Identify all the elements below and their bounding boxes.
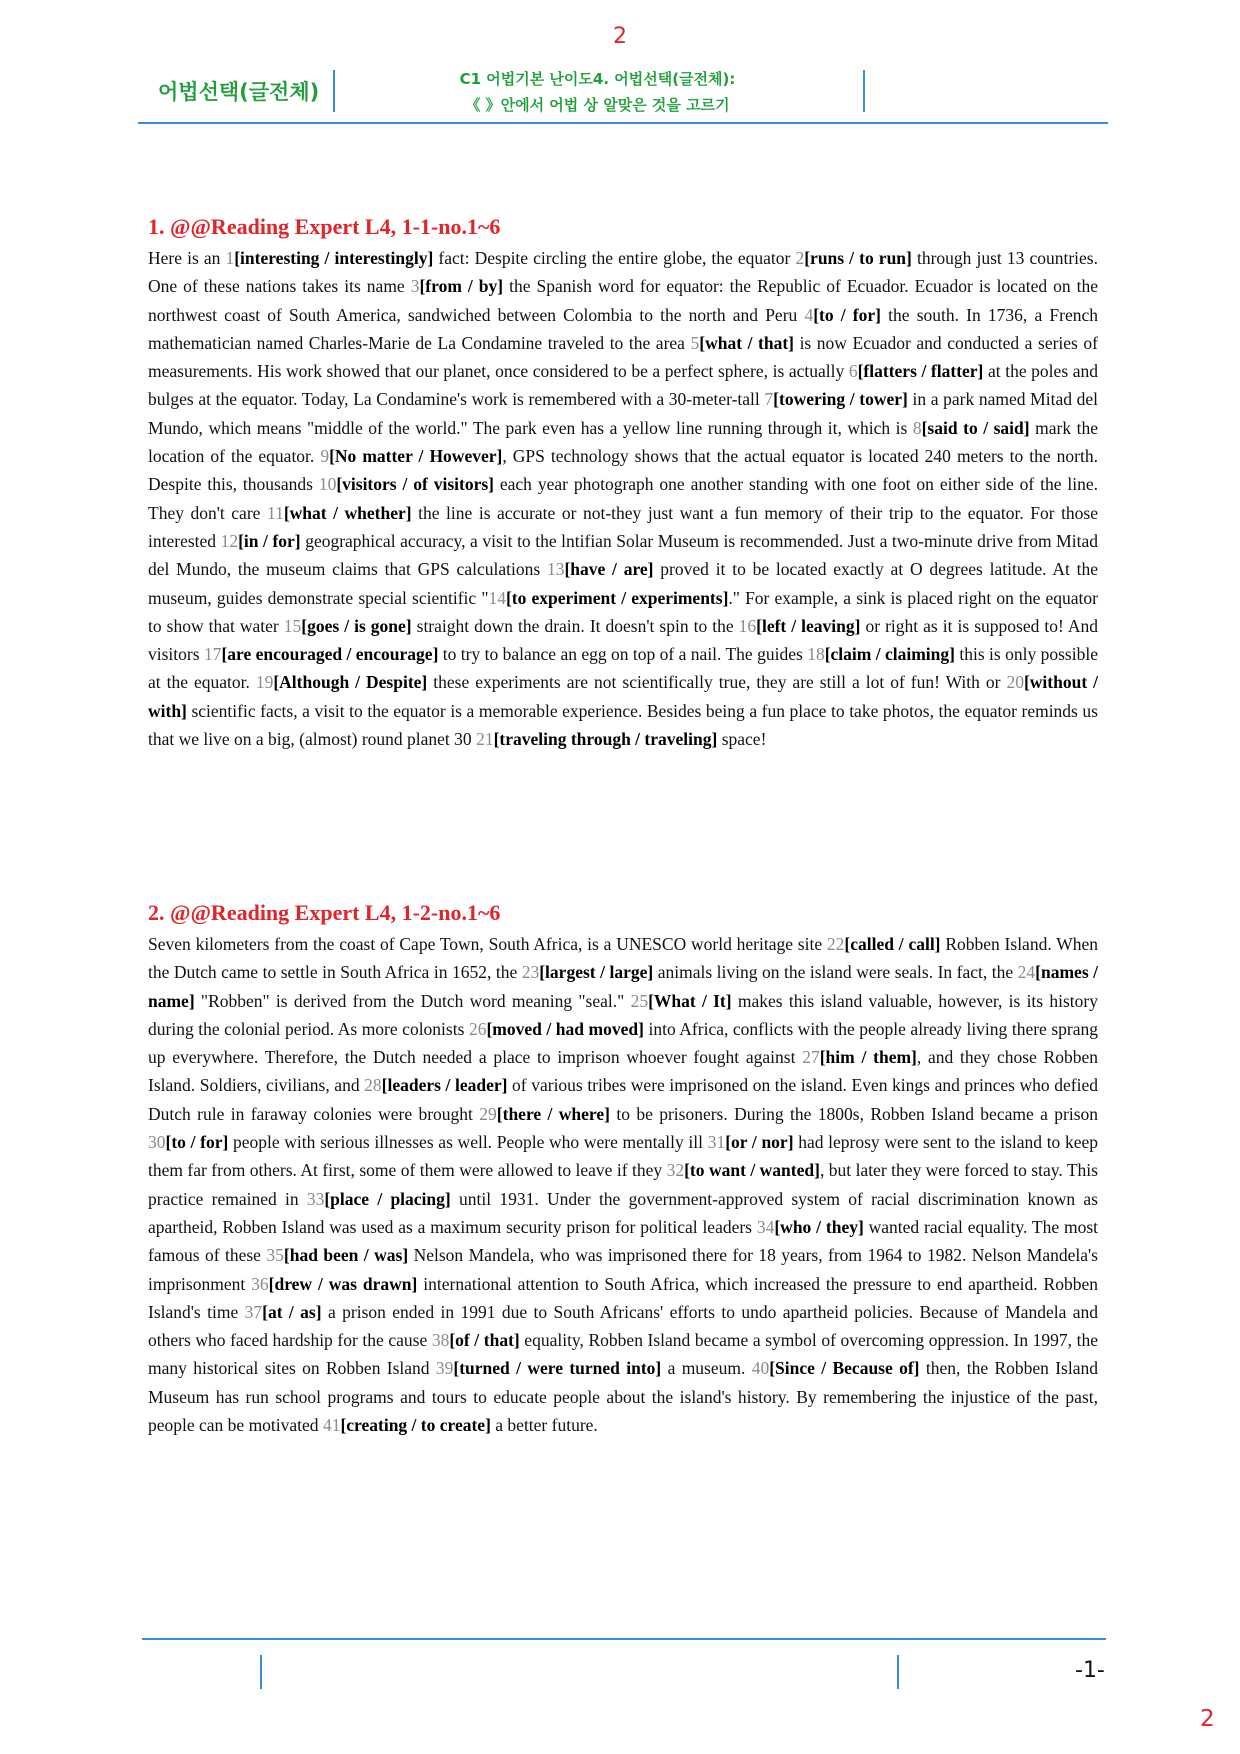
question-number: 17 (203, 644, 222, 665)
question-number: 7 (764, 389, 774, 410)
answer-choice: [interesting / interestingly] (234, 248, 434, 268)
question-number: 10 (318, 474, 337, 495)
passage-section-1 (148, 214, 1098, 753)
answer-choice: [said to / said] (921, 417, 1030, 438)
answer-choice: [what / that] (699, 332, 794, 353)
question-number: 37 (244, 1301, 263, 1322)
question-number: 31 (707, 1132, 726, 1153)
answer-choice: [to want / wanted] (684, 1160, 820, 1181)
answer-choice: [had been / was] (283, 1245, 409, 1266)
passage-text: Here is an 1[interesting / interestingly] fact: Despite circling the entire globe, the equator 2[runs / to run] through just 13 countries. One of these nations takes its name 3[from / by] the Spanish word for equator: the Republic of Ecuador. Ecuador is located on the northwest coast of South America, sandwiched between Colombia to the north and Peru 4[to / for] the south. In 1736, a French mathematician named Charles-Marie de La Condamine traveled to the area 5[what / that] is now Ecuador and conducted a series of measurements. His work showed that our planet, once considered to be a perfect sphere, is actually 6[flatters / flatter] at the poles and bulges at the equator. Today, La Condamine's work is remembered with a 30-meter-tall 7[towering / tower] in a park named Mitad del Mundo, which means "middle of the world." The park even has a yellow line running through it, which is 8[said to / said] mark the location of the equator. 9[No matter / However], GPS technology shows that the actual equator is located 240 meters to the north. Despite this, thousands 10[visitors / of visitors] each year photograph one another standing with one foot on either side of the line. They don't care 11[what / whether] the line is accurate or not-they just want a fun memory of their trip to the equator. For those interested 12[in / for] geographical accuracy, a visit to the lntifian Solar Museum is recommended. Just a two-minute drive from Mitad del Mundo, the museum claims that GPS calculations 13[have / are] proved it to be located exactly at O degrees latitude. At the museum, guides demonstrate special scientific "14[to experiment / experiments]." For example, a sink is placed right on the equator to show that water 15[goes / is gone] straight down the drain. It doesn't spin to the 16[left / leaving] or right as it is supposed to! And visitors 17[are encouraged / encourage] to try to balance an egg on top of a nail. The guides 18[claim / claiming] this is only possible at the equator. 19[Although / Despite] these experiments are not scientifically true, they are still a lot of fun! With or 20[without / with] scientific facts, a visit to the equator is a memorable experience. Besides being a fun place to take photos, the equator reminds us that we live on a big, (almost) round planet 30 21[traveling through / traveling] space! (148, 248, 1099, 750)
answer-choice: [goes / is gone] (301, 615, 412, 636)
answer-choice: [to / for] (813, 304, 881, 325)
answer-choice: [who / they] (774, 1216, 864, 1237)
answer-choice: [have / are] (564, 559, 654, 580)
question-number: 32 (666, 1160, 685, 1181)
question-number: 12 (220, 530, 239, 551)
answer-choice: [No matter / However] (329, 446, 503, 467)
question-number: 38 (431, 1330, 450, 1351)
answer-choice: [Since / Because of] (769, 1358, 920, 1379)
answer-choice: [are encouraged / encourage] (221, 644, 439, 665)
question-number: 5 (690, 332, 700, 353)
answer-choice: [of / that] (449, 1330, 520, 1351)
answer-choice: [called / call] (844, 934, 941, 954)
answer-choice: [at / as] (262, 1301, 322, 1322)
question-number: 22 (826, 934, 845, 954)
question-number: 26 (468, 1018, 487, 1039)
page-number-top: 2 (613, 24, 627, 49)
question-number: 39 (435, 1358, 454, 1379)
answer-choice: [claim / claiming] (824, 644, 955, 665)
question-number: 1 (225, 248, 235, 268)
answer-choice: [drew / was drawn] (268, 1273, 418, 1294)
question-number: 18 (807, 644, 825, 665)
question-number: 35 (266, 1245, 284, 1266)
passage-text: Seven kilometers from the coast of Cape Town, South Africa, is a UNESCO world heritage site 22[called / call] Robben Island. When the Dutch came to settle in South Africa in 1652, the 23[largest / large] animals living on the island were seals. In fact, the 24[names / name] "Robben" is derived from the Dutch word meaning "seal." 25[What / It] makes this island valuable, however, is its history during the colonial period. As more colonists 26[moved / had moved] into Africa, conflicts with the people already living there sprang up everywhere. Therefore, the Dutch needed a place to imprison whoever fought against 27[him / them], and they chose Robben Island. Soldiers, civilians, and 28[leaders / leader] of various tribes were imprisoned on the island. Even kings and princes who defied Dutch rule in faraway colonies were brought 29[there / where] to be prisoners. During the 1800s, Robben Island became a prison 30[to / for] people with serious illnesses as well. People who were mentally ill 31[or / nor] had leprosy were sent to the island to keep them far from others. At first, some of them were allowed to leave if they 32[to want / wanted], but later they were forced to stay. This practice remained in 33[place / placing] until 1931. Under the government-approved system of racial discrimination known as apartheid, Robben Island was used as a maximum security prison for political leaders 34[who / they] wanted racial equality. The most famous of these 35[had been / was] Nelson Mandela, who was imprisoned there for 18 years, from 1964 to 1982. Nelson Mandela's imprisonment 36[drew / was drawn] international attention to South Africa, which increased the pressure to end apartheid. Robben Island's time 37[at / as] a prison ended in 1991 due to South Africans' efforts to undo apartheid policies. Because of Mandela and others who faced hardship for the cause 38[of / that] equality, Robben Island became a symbol of overcoming oppression. In 1997, the many historical sites on Robben Island 39[turned / were turned into] a museum. 40[Since / Because of] then, the Robben Island Museum has run school programs and tours to educate people about the island's history. By remembering the injustice of the past, people can be motivated 41[creating / to create] a better future. (148, 934, 1099, 1436)
question-number: 8 (912, 417, 922, 438)
worksheet-title: 어법선택(글전체) (158, 80, 320, 104)
question-number: 21 (476, 729, 494, 750)
question-number: 28 (364, 1075, 382, 1096)
question-number: 2 (795, 248, 805, 268)
question-number: 36 (251, 1273, 269, 1294)
subtitle-line-2: 《 》안에서 어법 상 알맞은 것을 고르기 (465, 96, 730, 114)
answer-choice: [what / whether] (283, 502, 412, 523)
answer-choice: [runs / to run] (804, 248, 912, 268)
answer-choice: [flatters / flatter] (857, 361, 984, 382)
answer-choice: [turned / were turned into] (453, 1358, 662, 1379)
answer-choice: [to / for] (165, 1132, 229, 1153)
question-number: 23 (521, 962, 540, 983)
header-rule (138, 122, 1108, 124)
subtitle-line-1: C1 어법기본 난이도4. 어법선택(글전체): (459, 70, 736, 88)
question-number: 19 (255, 672, 274, 693)
answer-choice: [traveling through / traveling] (493, 729, 718, 750)
passage-title: 2. @@Reading Expert L4, 1-2-no.1~6 (148, 900, 501, 925)
question-number: 16 (738, 615, 757, 636)
answer-choice: [leaders / leader] (381, 1075, 508, 1096)
answer-choice: [to experiment / experiments] (505, 587, 729, 608)
question-number: 40 (751, 1358, 770, 1379)
header-divider-right (863, 70, 865, 112)
question-number: 11 (266, 502, 284, 523)
answer-choice: [creating / to create] (340, 1415, 491, 1436)
passage-section-2 (148, 900, 1098, 1439)
question-number: 24 (1017, 962, 1036, 983)
question-number: 4 (804, 304, 814, 325)
question-number: 27 (802, 1047, 820, 1068)
question-number: 6 (848, 361, 858, 382)
answer-choice: [moved / had moved] (486, 1018, 644, 1039)
answer-choice: [place / placing] (324, 1188, 451, 1209)
header-divider-left (333, 70, 335, 112)
answer-choice: [Although / Despite] (273, 672, 428, 693)
question-number: 33 (306, 1188, 325, 1209)
corner-page-number: 2 (1200, 1706, 1215, 1732)
question-number: 15 (283, 615, 302, 636)
answer-choice: [visitors / of visitors] (336, 474, 494, 495)
question-number: 29 (479, 1103, 497, 1124)
footer-rule (142, 1638, 1106, 1640)
answer-choice: [from / by] (419, 276, 504, 297)
question-number: 9 (320, 446, 330, 467)
answer-choice: [names / name] (148, 962, 1099, 1011)
question-number: 14 (488, 587, 506, 608)
question-number: 3 (410, 276, 420, 297)
footer-divider-left (260, 1655, 262, 1689)
question-number: 20 (1006, 672, 1024, 693)
footer-page-label: -1- (1075, 1658, 1105, 1683)
question-number: 41 (322, 1415, 341, 1436)
question-number: 13 (546, 559, 565, 580)
answer-choice: [without / with] (148, 672, 1098, 721)
answer-choice: [largest / large] (539, 962, 654, 983)
question-number: 25 (630, 990, 649, 1011)
worksheet-subtitle (345, 66, 850, 118)
answer-choice: [him / them] (819, 1047, 917, 1068)
question-number: 34 (756, 1216, 775, 1237)
answer-choice: [What / It] (648, 990, 732, 1011)
answer-choice: [there / where] (496, 1103, 610, 1124)
passage-title: 1. @@Reading Expert L4, 1-1-no.1~6 (148, 214, 501, 239)
answer-choice: [towering / tower] (773, 389, 908, 410)
answer-choice: [or / nor] (725, 1132, 794, 1153)
answer-choice: [in / for] (238, 530, 301, 551)
footer-divider-right (897, 1655, 899, 1689)
question-number: 30 (148, 1132, 166, 1153)
answer-choice: [left / leaving] (756, 615, 861, 636)
